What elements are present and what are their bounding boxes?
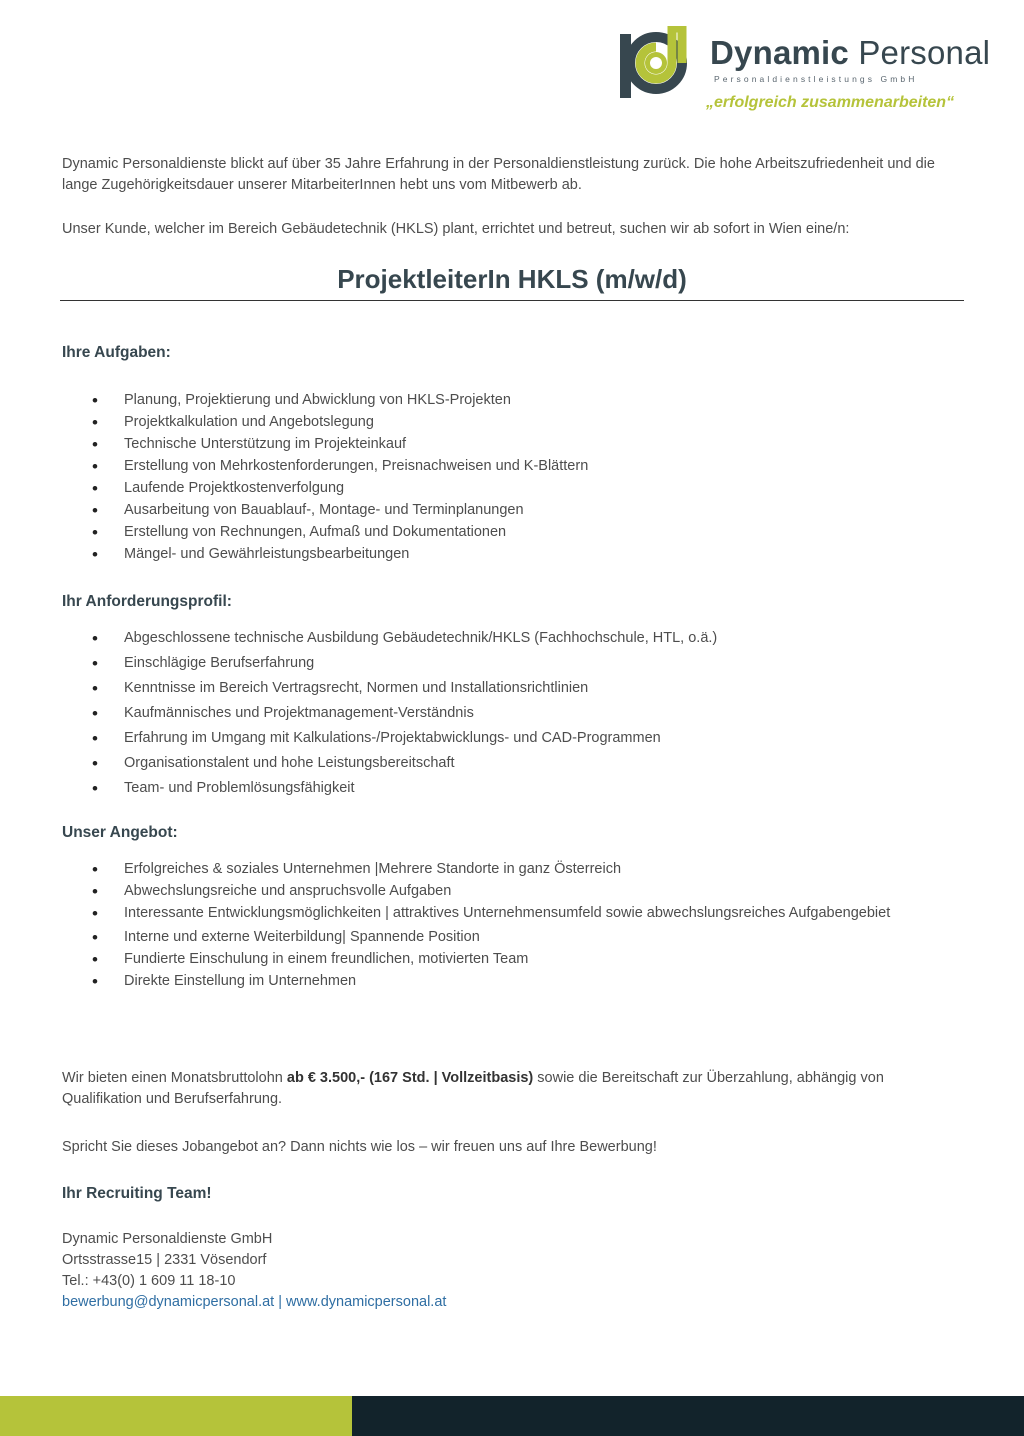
profile-list [62,628,717,803]
list-item: • Projektkalkulation und Angebotslegung [62,412,588,434]
client-paragraph: Unser Kunde, welcher im Bereich Gebäudetechnik (HKLS) plant, errichtet und betreut, suchen wir ab sofort in Wien eine/n: [62,221,850,237]
list-item: • Mängel- und Gewährleistungsbearbeitungen [62,544,588,566]
salary-paragraph [62,1068,962,1110]
list-item: • Interessante Entwicklungsmöglichkeiten | attraktives Unternehmensumfeld sowie abwechslungsreiches Aufgabengebiet [62,903,962,927]
list-item: • Planung, Projektierung und Abwicklung von HKLS-Projekten [62,390,588,412]
salary-post: sowie die Bereitschaft zur Überzahlung, abhängig von Qualifikation und Berufserfahrung. [62,1070,884,1107]
title-underline [60,262,964,301]
offer-heading: Unser Angebot: [62,824,178,841]
brand-subtitle: Personaldienstleistungs GmbH [714,74,918,84]
signoff-heading: Ihr Recruiting Team! [62,1185,212,1202]
list-item: • Einschlägige Berufserfahrung [62,653,717,678]
tagline: „erfolgreich zusammenarbeiten“ [706,94,955,111]
list-item: • Ausarbeitung von Bauablauf-, Montage- und Terminplanungen [62,500,588,522]
list-item: • Abwechslungsreiche und anspruchsvolle Aufgaben [62,881,962,903]
contact-phone: Tel.: +43(0) 1 609 11 18-10 [62,1273,236,1289]
offer-list [62,859,962,993]
tasks-heading: Ihre Aufgaben: [62,344,171,361]
brand-light: Personal [858,34,991,71]
brand-bold: Dynamic [710,34,849,71]
list-item: • Laufende Projektkostenverfolgung [62,478,588,500]
salary-pre: Wir bieten einen Monatsbruttolohn [62,1070,287,1086]
email-link[interactable]: bewerbung@dynamicpersonal.at [62,1294,275,1310]
list-item: • Erfolgreiches & soziales Unternehmen |Mehrere Standorte in ganz Österreich [62,859,962,881]
contact-address: Ortsstrasse15 | 2331 Vösendorf [62,1252,267,1268]
salary-amount: ab € 3.500,- (167 Std. | Vollzeitbasis) [286,1070,534,1086]
list-item: • Organisationstalent und hohe Leistungsbereitschaft [62,753,717,778]
job-title: ProjektleiterIn HKLS (m/w/d) [337,264,687,294]
list-item: • Erfahrung im Umgang mit Kalkulations-/Projektabwicklungs- und CAD-Programmen [62,728,717,753]
logo-mark-icon [620,26,696,98]
list-item: • Kaufmännisches und Projektmanagement-Verständnis [62,703,717,728]
contact-block [62,1229,446,1313]
profile-heading: Ihr Anforderungsprofil: [62,593,232,610]
link-separator: | [274,1294,287,1310]
list-item: • Team- und Problemlösungsfähigkeit [62,778,717,803]
intro-paragraph: Dynamic Personaldienste blickt auf über 35 Jahre Erfahrung in der Personaldienstleistung zurück. Die hohe Arbeitszufriedenheit und die lange Zugehörigkeitsdauer unserer MitarbeiterInnen hebt uns vom Mitbewerb ab. [62,156,935,193]
footer-bar-accent [0,1396,352,1436]
list-item: • Erstellung von Mehrkostenforderungen, Preisnachweisen und K-Blättern [62,456,588,478]
contact-links [62,1292,446,1313]
tasks-list [62,390,588,566]
list-item: • Fundierte Einschulung in einem freundlichen, motivierten Team [62,949,962,971]
contact-company: Dynamic Personaldienste GmbH [62,1231,273,1247]
list-item: • Technische Unterstützung im Projekteinkauf [62,434,588,456]
list-item: • Kenntnisse im Bereich Vertragsrecht, Normen und Installationsrichtlinien [62,678,717,703]
list-item: • Abgeschlossene technische Ausbildung Gebäudetechnik/HKLS (Fachhochschule, HTL, o.ä.) [62,628,717,653]
footer-bar-dark [352,1396,1024,1436]
list-item: • Direkte Einstellung im Unternehmen [62,971,962,993]
list-item: • Erstellung von Rechnungen, Aufmaß und Dokumentationen [62,522,588,544]
list-item: • Interne und externe Weiterbildung| Spannende Position [62,927,962,949]
brand-name [710,34,990,72]
website-link[interactable]: www.dynamicpersonal.at [286,1294,447,1310]
apply-paragraph: Spricht Sie dieses Jobangebot an? Dann nichts wie los – wir freuen uns auf Ihre Bewerbung! [62,1139,657,1155]
company-logo [620,26,990,118]
